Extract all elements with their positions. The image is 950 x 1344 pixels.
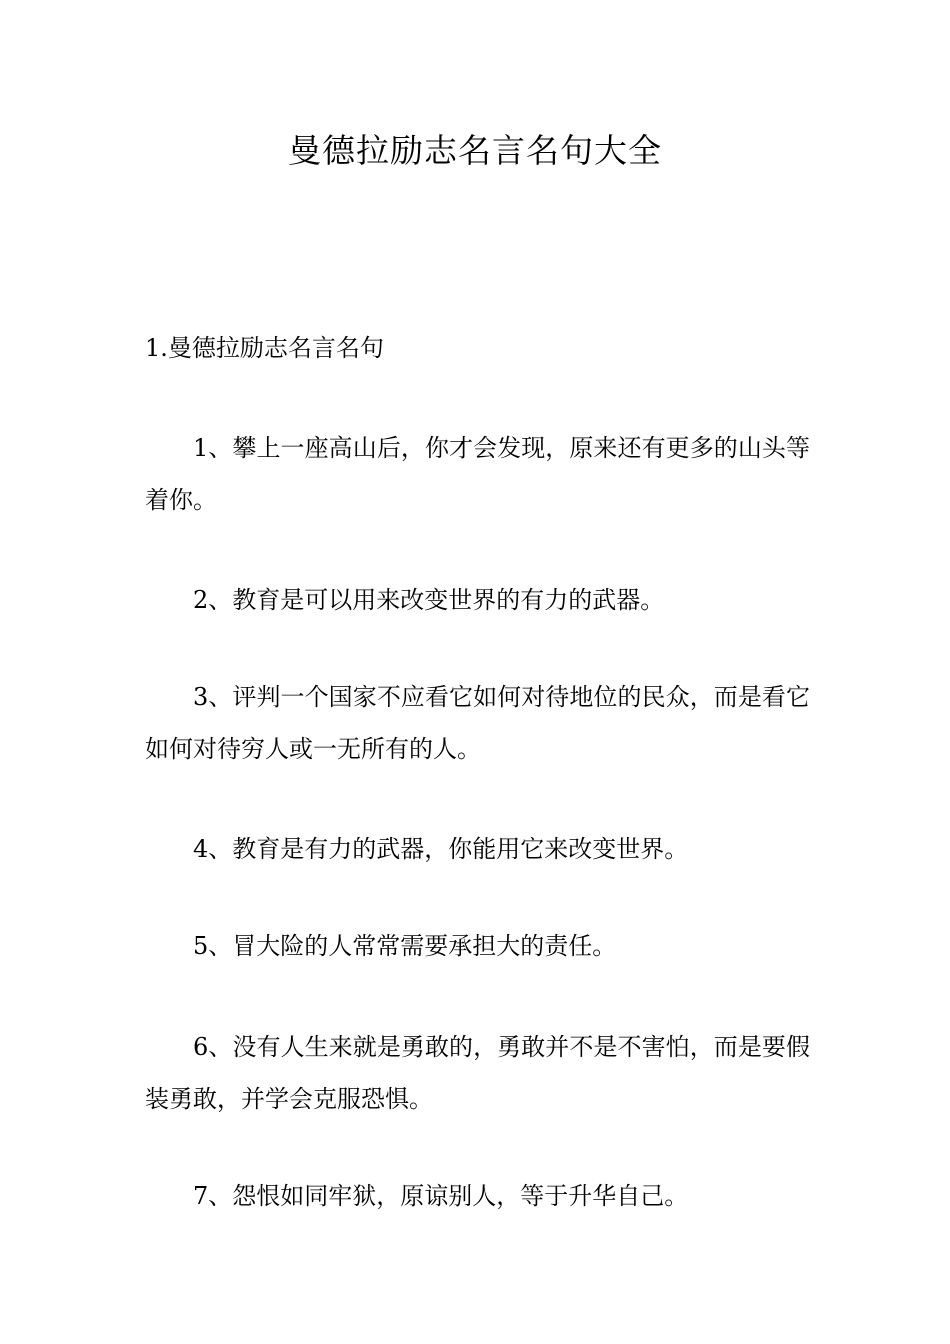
- quote-item-7: 7、怨恨如同牢狱，原谅别人，等于升华自己。: [193, 1182, 689, 1210]
- quote-item-4: 4、教育是有力的武器，你能用它来改变世界。: [193, 835, 689, 863]
- quote-item-3: 3、评判一个国家不应看它如何对待地位的民众，而是看它如何对待穷人或一无所有的人。: [145, 683, 810, 763]
- quote-item-6: 6、没有人生来就是勇敢的，勇敢并不是不害怕，而是要假装勇敢，并学会克服恐惧。: [145, 1033, 810, 1113]
- quote-item-1: 1、攀上一座高山后，你才会发现，原来还有更多的山头等着你。: [145, 434, 810, 514]
- quote-item-5: 5、冒大险的人常常需要承担大的责任。: [193, 932, 617, 960]
- document-title: 曼德拉励志名言名句大全: [288, 131, 662, 170]
- quote-item-2: 2、教育是可以用来改变世界的有力的武器。: [193, 586, 665, 614]
- section-heading: 1.曼德拉励志名言名句: [145, 334, 384, 362]
